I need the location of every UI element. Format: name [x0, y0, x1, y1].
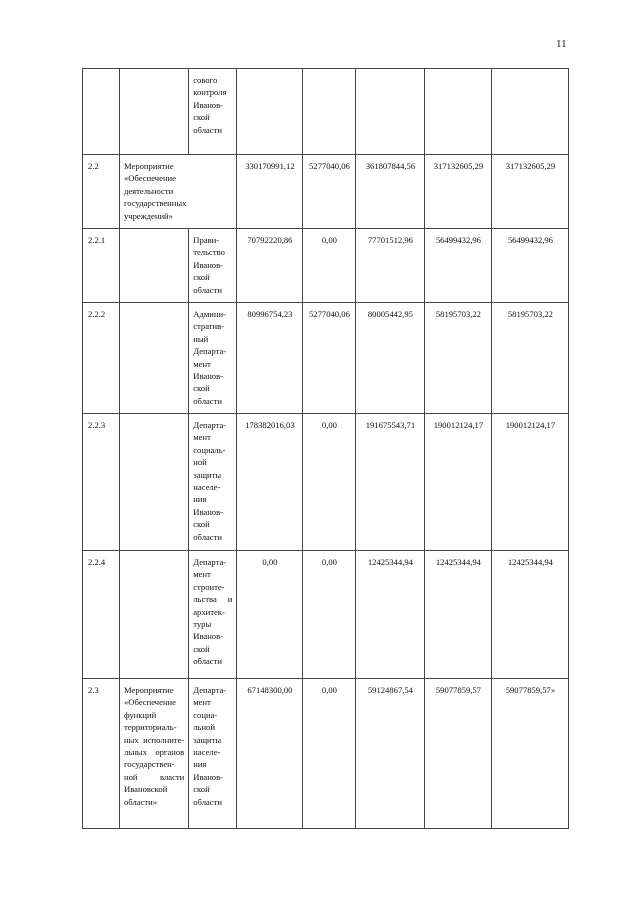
row-value-3: 59124867,54	[356, 679, 425, 829]
table-row	[83, 679, 569, 829]
row-value-3: 12425344,94	[356, 551, 425, 679]
table-row	[83, 69, 569, 155]
row-value-3: 77701512,96	[356, 229, 425, 303]
page-number: 11	[556, 38, 567, 50]
row-value-2	[303, 69, 356, 155]
row-name	[120, 303, 189, 414]
row-value-3: 80005442,95	[356, 303, 425, 414]
row-value-1: 70792220,86	[237, 229, 303, 303]
row-code: 2.2.4	[83, 551, 120, 679]
row-name	[120, 229, 189, 303]
table-row	[83, 414, 569, 551]
table-row	[83, 155, 569, 229]
row-executor: сового контроля Иванов-ской области	[189, 69, 237, 155]
row-code: 2.2	[83, 155, 120, 229]
row-value-5: 317132605,29	[492, 155, 569, 229]
row-value-4: 59077859,57	[425, 679, 492, 829]
budget-table	[82, 68, 569, 829]
row-executor: Департа-мент социа-льной защиты населе-ния Иванов-ской области	[189, 679, 237, 829]
row-code	[83, 69, 120, 155]
row-value-1: 0,00	[237, 551, 303, 679]
row-executor: Прави-тельство Иванов-ской области	[189, 229, 237, 303]
row-value-1: 330170991,12	[237, 155, 303, 229]
row-value-1: 80996754,23	[237, 303, 303, 414]
row-value-2: 5277040,06	[303, 155, 356, 229]
row-value-4: 58195703,22	[425, 303, 492, 414]
row-value-1	[237, 69, 303, 155]
row-value-3: 191675543,71	[356, 414, 425, 551]
row-name: Мероприятие «Обеспечение деятельности государственных учреждений»	[120, 155, 237, 229]
table-row	[83, 303, 569, 414]
row-name: Мероприятие «Обеспечение функций территориаль-ных исполните-льных органов государствен-ной власти Ивановской области»	[120, 679, 189, 829]
table-row	[83, 551, 569, 679]
row-value-4	[425, 69, 492, 155]
row-value-2: 5277040,06	[303, 303, 356, 414]
row-value-4: 317132605,29	[425, 155, 492, 229]
row-value-5: 190012124,17	[492, 414, 569, 551]
row-value-2: 0,00	[303, 229, 356, 303]
row-executor: Департа-мент социаль-ной защиты населе-ния Иванов-ской области	[189, 414, 237, 551]
table-row	[83, 229, 569, 303]
row-value-4: 56499432,96	[425, 229, 492, 303]
row-value-2: 0,00	[303, 679, 356, 829]
row-code: 2.2.2	[83, 303, 120, 414]
row-executor: Админи-стратив-ный Департа-мент Иванов-ской области	[189, 303, 237, 414]
row-value-4: 190012124,17	[425, 414, 492, 551]
row-value-2: 0,00	[303, 414, 356, 551]
row-value-5: 58195703,22	[492, 303, 569, 414]
row-value-5	[492, 69, 569, 155]
row-value-2: 0,00	[303, 551, 356, 679]
row-value-5: 56499432,96	[492, 229, 569, 303]
row-value-5: 12425344,94	[492, 551, 569, 679]
row-value-1: 67148300,00	[237, 679, 303, 829]
row-name	[120, 551, 189, 679]
row-value-3: 361807844,56	[356, 155, 425, 229]
row-executor: Департа-мент строите-льства и архитек-туры Иванов-ской области	[189, 551, 237, 679]
row-code: 2.2.3	[83, 414, 120, 551]
row-name	[120, 69, 189, 155]
row-value-3	[356, 69, 425, 155]
row-code: 2.2.1	[83, 229, 120, 303]
row-name	[120, 414, 189, 551]
row-code: 2.3	[83, 679, 120, 829]
row-value-1: 178382016,03	[237, 414, 303, 551]
row-value-5: 59077859,57»	[492, 679, 569, 829]
row-value-4: 12425344,94	[425, 551, 492, 679]
